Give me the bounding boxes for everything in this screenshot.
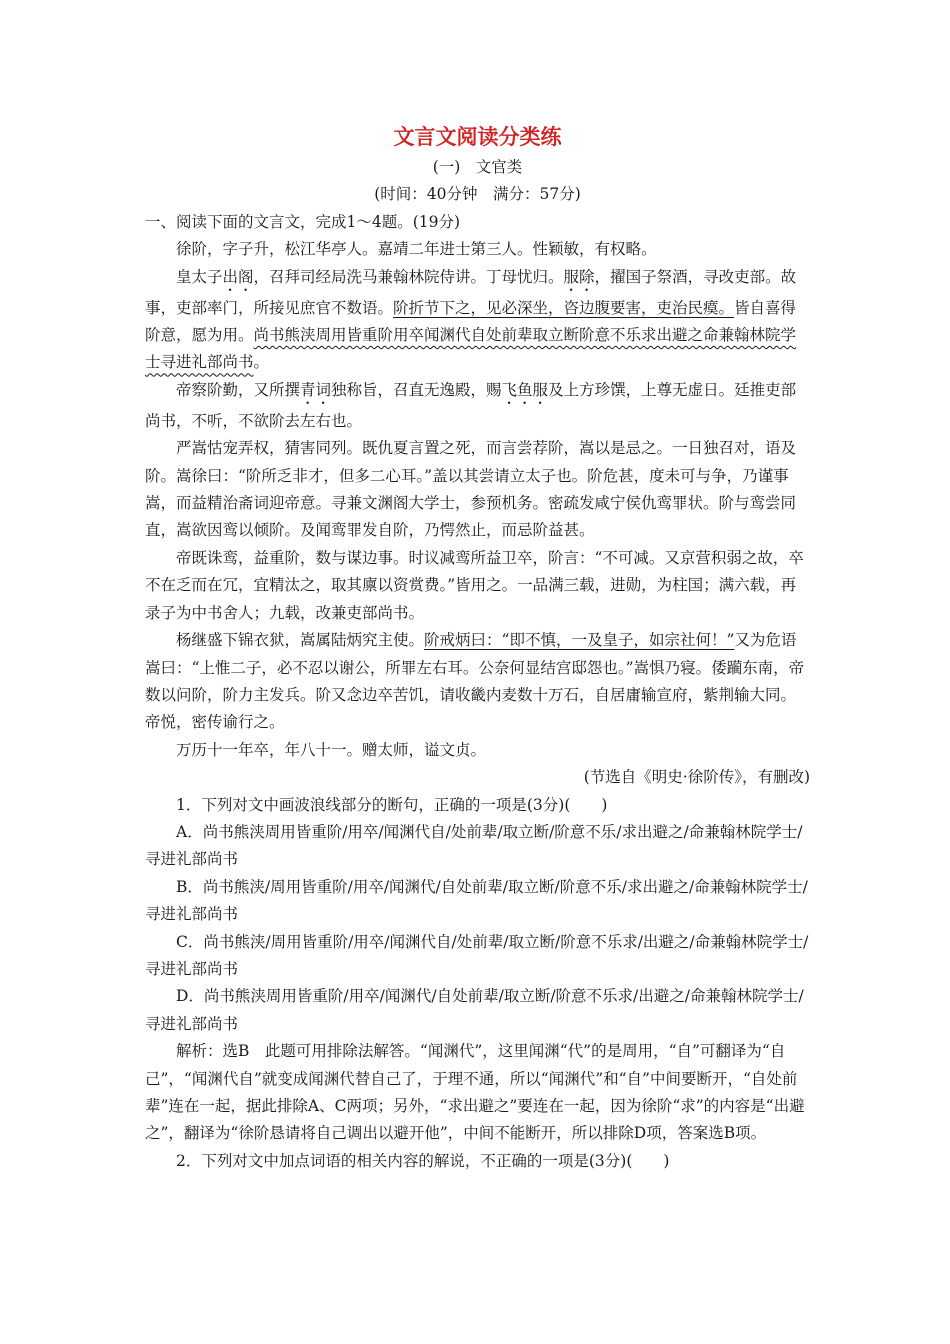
question-1-option-d: D．尚书熊浃周用皆重阶/用卒/闻渊代/自处前辈/取立断/阶意不乐求/出避之/命兼翰林院学士/寻进礼部尚书 [145,987,804,1033]
page-title: 文言文阅读分类练 [393,124,562,149]
text-span: 杨继盛下锦衣狱，嵩属陆炳究主使。 [176,631,425,650]
text-span: 帝察阶勤，又所撰 [176,380,301,399]
passage-paragraph-6 [145,627,810,737]
passage-paragraph-3 [145,377,810,435]
section-heading: 一、阅读下面的文言文，完成1～4题。(19分) [145,212,461,231]
text-span: 独称旨，召直无逸殿，赐 [331,380,502,399]
dotted-word-feiyufu: 飞鱼服 [501,380,549,399]
question-1-option-c: C．尚书熊浃/周用皆重阶/用卒/闻渊代自/处前辈/取立断/阶意不乐求/出避之/命兼翰林院学士/寻进礼部尚书 [145,932,809,978]
question-1-option-b: B．尚书熊浃/周用皆重阶/用卒/闻渊代/自处前辈/取立断/阶意不乐/求出避之/命兼翰林院学士/寻进礼部尚书 [145,877,808,924]
text-span: 。 [253,353,270,372]
passage-paragraph-1: 徐阶，字子升，松江华亭人。嘉靖二年进士第三人。性颖敏，有权略。 [176,240,657,259]
time-info: (时间：40分钟 满分：57分) [374,185,581,204]
passage-source: (节选自《明史·徐阶传》，有删改) [583,768,810,787]
underlined-sentence: 阶折节下之，见必深坐，咨边腹要害，吏治民瘼。 [393,298,735,317]
text-span: 又为危语嵩曰：“上惟二子，必不忍以谢公，所罪左右耳。公奈何显结宫邸怨也。”嵩惧乃寝。倭躏东南，帝数以问阶，阶力主发兵。阶又念边卒苦饥，请收畿内麦数十万石，自居庸输宣府，紫荆输大同。帝悦，密传谕行之。 [145,631,805,732]
wavy-underlined-sentence: 尚书熊浃周用皆重阶用卒闻渊代自处前辈取立断阶意不乐求出避之命兼翰林院学士寻进礼部尚书 [145,326,797,372]
passage-paragraph-7: 万历十一年卒，年八十一。赠太师，谥文贞。 [176,740,487,759]
text-span: ，擢国子祭酒，寻改吏部。故事，吏部率门，所接见庶官不数语。 [145,267,797,317]
question-2-stem: 2．下列对文中加点词语的相关内容的解说，不正确的一项是(3分)( ) [176,1151,670,1170]
underlined-sentence: 阶戒炳曰：“即不慎，一及皇子，如宗社何！” [424,631,735,650]
dotted-word-chuge: 出阁 [222,267,254,286]
section-subtitle: (一) 文官类 [432,158,523,176]
passage-paragraph-2 [145,264,810,377]
question-1-option-a: A．尚书熊浃周用皆重阶/用卒/闻渊代自/处前辈/取立断/阶意不乐/求出避之/命兼翰林院学士/寻进礼部尚书 [145,822,803,869]
dotted-word-qingci: 青词 [300,380,332,399]
text-span: 皆自喜得阶意，愿为用。 [145,298,797,345]
question-1-stem: 1．下列对文中画波浪线部分的断句，正确的一项是(3分)( ) [176,795,608,814]
text-span: ，召拜司经局洗马兼翰林院侍讲。丁母忧归。 [253,267,564,286]
passage-paragraph-5: 帝既诛鸾，益重阶，数与谋边事。时议减鸾所益卫卒，阶言：“不可减。又京营积弱之故，卒不在乏而在冗，宜精汰之，取其廪以资赏费。”皆用之。一品满三载，进勋，为柱国；满六载，再录子为中书舍人；九载，改兼吏部尚书。 [145,548,804,622]
dotted-word-fuchu: 服除 [563,267,595,286]
text-span: 皇太子 [176,267,223,286]
document-page [145,122,810,1175]
question-1-analysis: 解析：选B 此题可用排除法解答。“闻渊代”，这里闻渊“代”的是周用，“自”可翻译为“自己”，“闻渊代自”就变成闻渊代替自己了，于理不通，所以“闻渊代”和“自”中间要断开，“自处前辈”连在一起，据此排除A、C两项；另外，“求出避之”要连在一起，因为徐阶“求”的内容是“出避之”，翻译为“徐阶恳请将自己调出以避开他”，中间不能断开，所以排除D项，答案选B项。 [145,1042,805,1143]
text-span: 及上方珍馔，上尊无虚日。廷推吏部尚书，不听，不欲阶去左右也。 [145,380,797,430]
passage-paragraph-4: 严嵩怙宠弄权，猜害同列。既仇夏言置之死，而言尝荐阶，嵩以是忌之。一日独召对，语及阶。嵩徐曰：“阶所乏非才，但多二心耳。”盖以其尝请立太子也。阶危甚，度未可与争，乃谨事嵩，而益精治斋词迎帝意。寻兼文渊阁大学士，参预机务。密疏发咸宁侯仇鸾罪状。阶与鸾尝同直，嵩欲因鸾以倾阶。及闻鸾罪发自阶，乃愕然止，而忌阶益甚。 [145,439,797,540]
